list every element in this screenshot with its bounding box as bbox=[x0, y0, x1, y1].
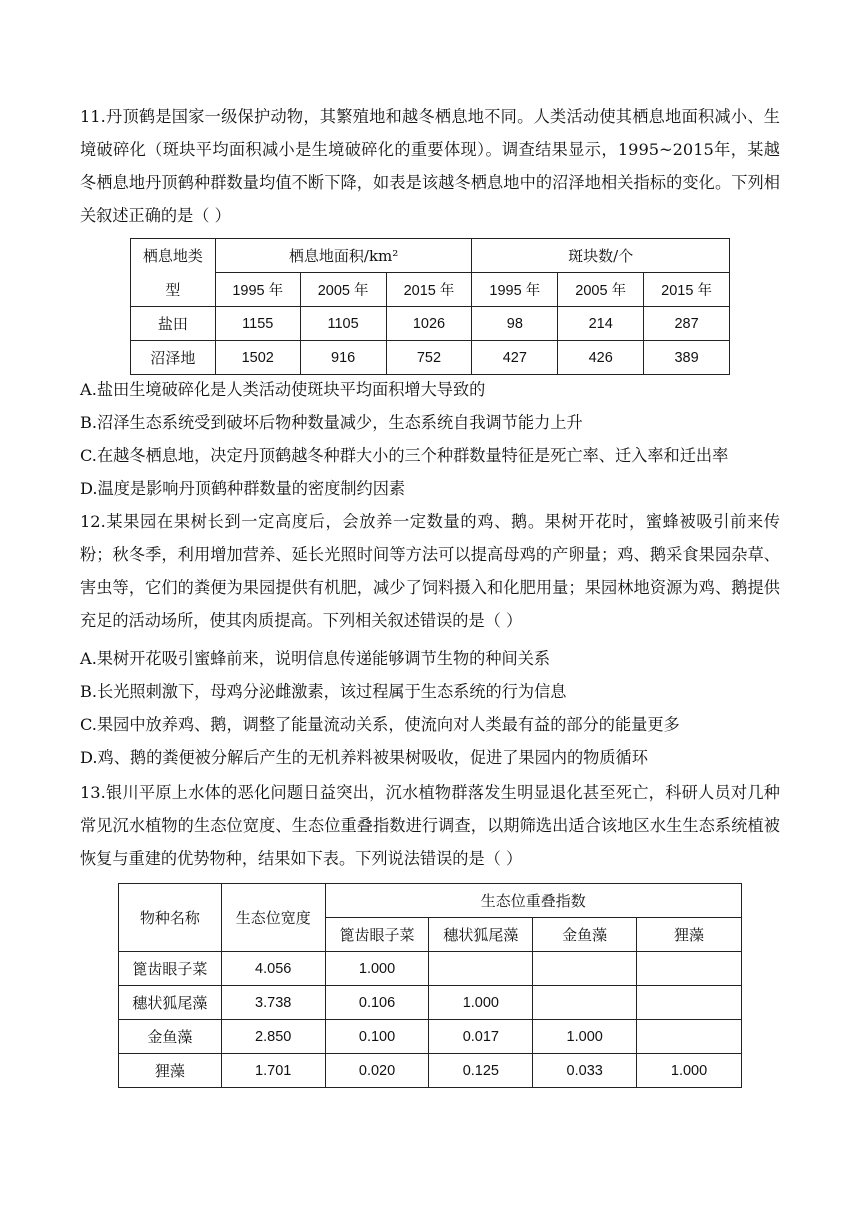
q12-option-b: B.长光照刺激下，母鸡分泌雌激素，该过程属于生态系统的行为信息 bbox=[80, 682, 567, 701]
q13-stem: 13.银川平原上水体的恶化问题日益突出，沉水植物群落发生明显退化甚至死亡，科研人员对几种常见沉水植物的生态位宽度、生态位重叠指数进行调查，以期筛选出适合该地区水生生态系统植被恢复与重建的优势物种，结果如下表。下列说法错误的是（ ） bbox=[80, 783, 780, 868]
q11-year: 1995 年 bbox=[472, 273, 558, 307]
q13-row-name: 狸藻 bbox=[119, 1054, 222, 1088]
q13-row-name: 穗状狐尾藻 bbox=[119, 986, 222, 1020]
table-cell: 1155 bbox=[215, 307, 300, 341]
q13-col-header: 篦齿眼子菜 bbox=[325, 918, 429, 952]
table-cell: 1.000 bbox=[429, 986, 533, 1020]
q11-option-b: B.沼泽生态系统受到破坏后物种数量减少，生态系统自我调节能力上升 bbox=[80, 413, 583, 432]
q11-header-area: 栖息地面积/km² bbox=[215, 239, 472, 273]
q13-header-width: 生态位宽度 bbox=[221, 884, 325, 952]
table-cell: 1105 bbox=[300, 307, 386, 341]
table-cell: 916 bbox=[300, 341, 386, 375]
q11-stem: 11.丹顶鹤是国家一级保护动物，其繁殖地和越冬栖息地不同。人类活动使其栖息地面积减小、生境破碎化（斑块平均面积减小是生境破碎化的重要体现）。调查结果显示，1995~2015年，某越冬栖息地丹顶鹤种群数量均值不断下降，如表是该越冬栖息地中的沼泽地相关指标的变化。下列相关叙述正确的是（ ） bbox=[80, 107, 780, 225]
table-cell: 0.020 bbox=[325, 1054, 429, 1088]
q12-option-d: D.鸡、鹅的粪便被分解后产生的无机养料被果树吸收，促进了果园内的物质循环 bbox=[80, 748, 648, 767]
q13-table bbox=[118, 883, 742, 1088]
q13-row-name: 金鱼藻 bbox=[119, 1020, 222, 1054]
q13-header-overlap: 生态位重叠指数 bbox=[325, 884, 741, 918]
q11-header-type: 栖息地类 bbox=[131, 239, 216, 273]
table-cell: 0.106 bbox=[325, 986, 429, 1020]
table-cell: 1026 bbox=[386, 307, 472, 341]
table-cell: 0.100 bbox=[325, 1020, 429, 1054]
q13-col-header: 狸藻 bbox=[637, 918, 742, 952]
table-row bbox=[131, 341, 730, 375]
table-row bbox=[119, 952, 742, 986]
q11-option-d: D.温度是影响丹顶鹤种群数量的密度制约因素 bbox=[80, 479, 406, 498]
table-cell: 4.056 bbox=[221, 952, 325, 986]
q11-header-patch: 斑块数/个 bbox=[472, 239, 730, 273]
table-cell bbox=[637, 1020, 742, 1054]
table-cell: 98 bbox=[472, 307, 558, 341]
table-cell: 427 bbox=[472, 341, 558, 375]
q12-stem: 12.某果园在果树长到一定高度后，会放养一定数量的鸡、鹅。果树开花时，蜜蜂被吸引前来传粉；秋冬季，利用增加营养、延长光照时间等方法可以提高母鸡的产卵量；鸡、鹅采食果园杂草、害虫等，它们的粪便为果园提供有机肥，减少了饲料摄入和化肥用量；果园林地资源为鸡、鹅提供充足的活动场所，使其肉质提高。下列相关叙述错误的是（ ） bbox=[80, 512, 780, 630]
table-row bbox=[119, 986, 742, 1020]
q12-option-a: A.果树开花吸引蜜蜂前来，说明信息传递能够调节生物的种间关系 bbox=[80, 649, 551, 668]
q11-year: 2005 年 bbox=[558, 273, 644, 307]
table-cell: 1502 bbox=[215, 341, 300, 375]
table-cell bbox=[429, 952, 533, 986]
table-cell: 389 bbox=[644, 341, 730, 375]
table-cell: 1.000 bbox=[637, 1054, 742, 1088]
q11-option-c: C.在越冬栖息地，决定丹顶鹤越冬种群大小的三个种群数量特征是死亡率、迁入率和迁出率 bbox=[80, 446, 729, 465]
q12-option-c: C.果园中放养鸡、鹅，调整了能量流动关系，使流向对人类最有益的部分的能量更多 bbox=[80, 715, 680, 734]
table-row bbox=[119, 1020, 742, 1054]
table-cell: 752 bbox=[386, 341, 472, 375]
q13-col-header: 穗状狐尾藻 bbox=[429, 918, 533, 952]
table-cell bbox=[533, 986, 637, 1020]
table-row bbox=[131, 307, 730, 341]
table-cell: 2.850 bbox=[221, 1020, 325, 1054]
table-cell: 3.738 bbox=[221, 986, 325, 1020]
table-cell bbox=[637, 986, 742, 1020]
q11-year: 1995 年 bbox=[215, 273, 300, 307]
table-cell bbox=[533, 952, 637, 986]
table-cell: 0.125 bbox=[429, 1054, 533, 1088]
q11-row-name: 沼泽地 bbox=[131, 341, 216, 375]
table-cell: 214 bbox=[558, 307, 644, 341]
table-cell: 1.000 bbox=[533, 1020, 637, 1054]
q11-row-name: 盐田 bbox=[131, 307, 216, 341]
q13-header-species: 物种名称 bbox=[119, 884, 222, 952]
table-cell: 1.000 bbox=[325, 952, 429, 986]
q11-option-a: A.盐田生境破碎化是人类活动使斑块平均面积增大导致的 bbox=[80, 380, 486, 399]
q11-year: 2005 年 bbox=[300, 273, 386, 307]
table-cell bbox=[637, 952, 742, 986]
q11-table bbox=[130, 238, 730, 375]
q11-header-type-cont: 型 bbox=[131, 273, 216, 307]
table-cell: 1.701 bbox=[221, 1054, 325, 1088]
q11-year: 2015 年 bbox=[386, 273, 472, 307]
q11-year: 2015 年 bbox=[644, 273, 730, 307]
table-cell: 287 bbox=[644, 307, 730, 341]
table-cell: 0.017 bbox=[429, 1020, 533, 1054]
q13-col-header: 金鱼藻 bbox=[533, 918, 637, 952]
table-row bbox=[119, 1054, 742, 1088]
table-cell: 426 bbox=[558, 341, 644, 375]
q13-row-name: 篦齿眼子菜 bbox=[119, 952, 222, 986]
table-cell: 0.033 bbox=[533, 1054, 637, 1088]
